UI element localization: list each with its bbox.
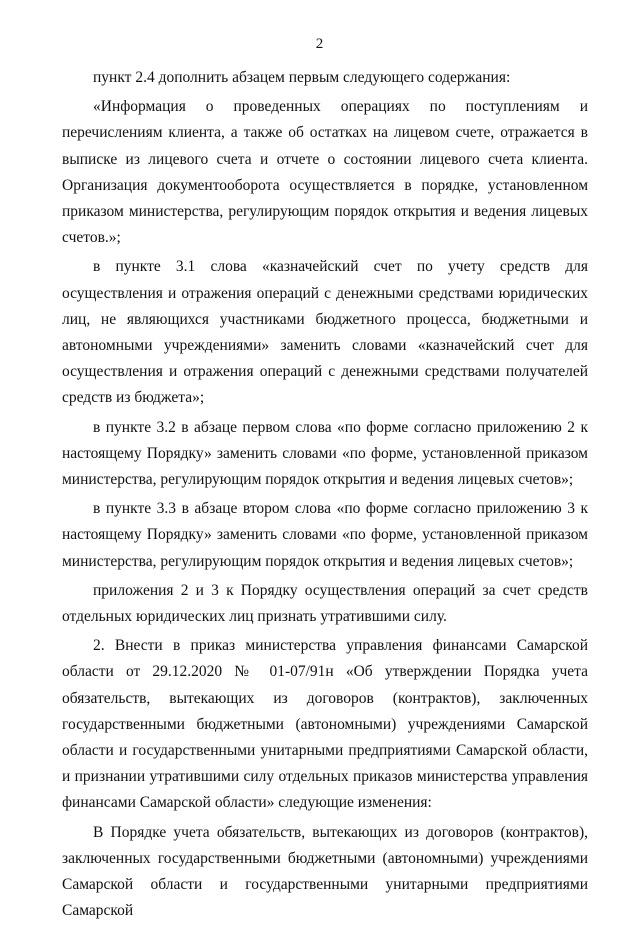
paragraph-appendices-void: приложения 2 и 3 к Порядку осуществления операций за счет средств отдельных юридических лиц признать утратившими силу. [62, 581, 588, 626]
paragraph-quoted-addition: «Информация о проведенных операциях по поступлениям и перечислениям клиента, а также об остатках на лицевом счете, отражается в выписке из лицевого счета и отчете о состоянии лицевого счета клиента. Организация документооборота осуществляется в порядке, установленном приказом министерства, регулирующим порядок открытия и ведения лицевых счетов.»; [62, 98, 588, 247]
document-body [62, 65, 588, 928]
paragraph-item-3-2: в пункте 3.2 в абзаце первом слова «по форме согласно приложению 2 к настоящему Порядку» заменить словами «по форме, установленной приказом министерства, регулирующим порядок открытия и ведения лицевых счетов»; [62, 418, 588, 489]
paragraph-item-3-3: в пункте 3.3 в абзаце втором слова «по форме согласно приложению 3 к настоящему Порядку» заменить словами «по форме, установленной приказом министерства, регулирующим порядок открытия и ведения лицевых счетов»; [62, 500, 588, 570]
paragraph-item-2-4: пункт 2.4 дополнить абзацем первым следующего содержания: [93, 69, 511, 86]
paragraph-procedure-continued: В Порядке учета обязательств, вытекающих из договоров (контрактов), заключенных государственными бюджетными (автономными) учреждениями Самарской области и государственными унитарными предприятиями Самарской [62, 823, 588, 920]
paragraph-item-3-1: в пункте 3.1 слова «казначейский счет по учету средств для осуществления и отражения операций с денежными средствами юридических лиц, не являющихся участниками бюджетного процесса, бюджетными и автономными учреждениями» заменить словами «казначейский счет для осуществления и отражения операций с денежными средствами получателей средств из бюджета»; [62, 258, 588, 407]
page-number: 2 [315, 36, 324, 52]
paragraph-order-amendment: 2. Внести в приказ министерства управления финансами Самарской области от 29.12.2020 № 01-07/91н «Об утверждении Порядка учета обязательств, вытекающих из договоров (контрактов), заключенных государственными бюджетными (автономными) учреждениями Самарской области и государственными унитарными предприятиями Самарской области, и признании утратившими силу отдельных приказов министерства управления финансами Самарской области» следующие изменения: [62, 637, 588, 812]
